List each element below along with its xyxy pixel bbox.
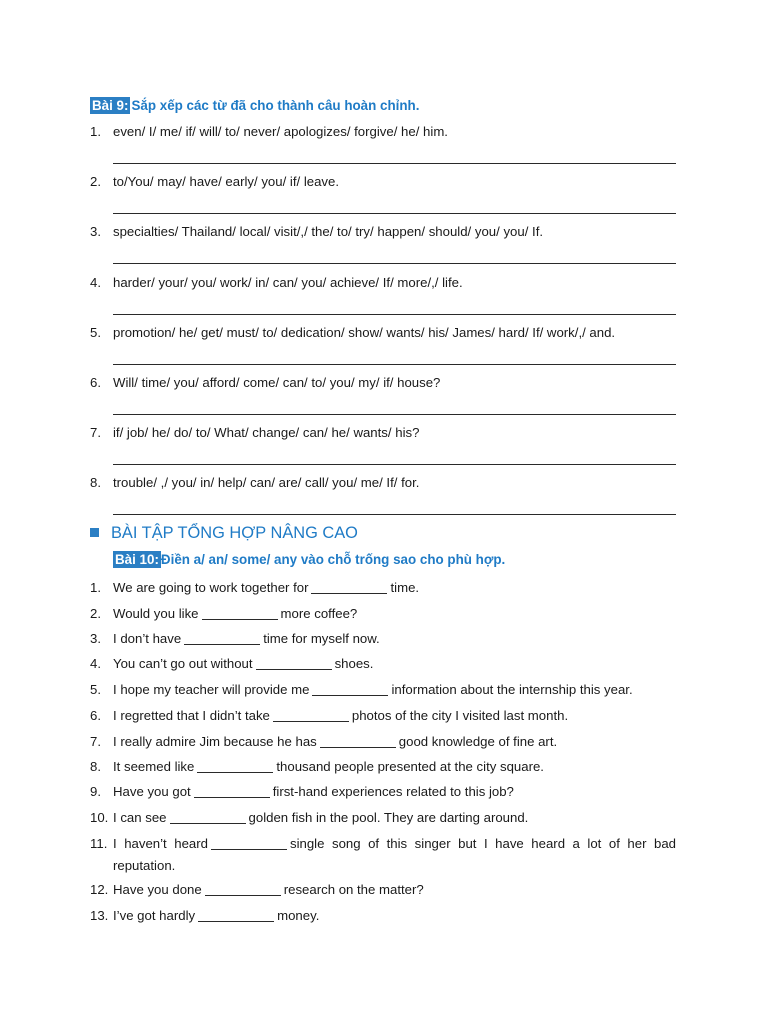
exercise-10-item — [90, 905, 680, 927]
item-number: 4. — [90, 274, 101, 290]
exercise-10-title: Điền a/ an/ some/ any vào chỗ trống sao cho phù hợp. — [160, 552, 506, 567]
exercise-9-item — [90, 171, 680, 193]
item-text: harder/ your/ you/ work/ in/ can/ you/ achieve/ If/ more/,/ life. — [113, 274, 463, 290]
answer-line[interactable] — [113, 213, 676, 214]
item-text-after: good knowledge of fine art. — [398, 734, 558, 749]
answer-line[interactable] — [113, 163, 676, 164]
item-text-before: You can’t go out without — [113, 656, 253, 671]
item-text-after: shoes. — [334, 656, 374, 671]
answer-line[interactable] — [113, 364, 676, 365]
exercise-10-item — [90, 833, 676, 877]
section-title — [90, 524, 358, 543]
section-title-text: BÀI TẬP TỔNG HỢP NÂNG CAO — [111, 524, 358, 542]
item-number: 5. — [90, 324, 101, 340]
fill-in-blank[interactable] — [273, 709, 349, 722]
exercise-10-item — [90, 679, 680, 701]
exercise-9-item — [90, 372, 680, 394]
item-text-before: I don’t have — [113, 631, 182, 646]
answer-line[interactable] — [113, 464, 676, 465]
item-text-before: I hope my teacher will provide me — [113, 682, 310, 697]
item-text: even/ I/ me/ if/ will/ to/ never/ apologizes/ forgive/ he/ him. — [113, 124, 448, 139]
item-text: if/ job/ he/ do/ to/ What/ change/ can/ he/ wants/ his? — [113, 425, 420, 441]
item-text-before: Have you done — [113, 882, 202, 897]
exercise-10-item — [90, 731, 680, 753]
item-number: 6. — [90, 708, 101, 723]
item-number: 7. — [90, 734, 101, 749]
square-bullet-icon — [90, 528, 99, 537]
item-text-before: I really admire Jim because he has — [113, 734, 317, 749]
item-number: 2. — [90, 606, 101, 621]
fill-in-blank[interactable] — [194, 785, 270, 798]
exercise-9-item — [90, 472, 680, 494]
item-text-before: I regretted that I didn’t take — [113, 708, 270, 723]
fill-in-blank[interactable] — [320, 735, 396, 748]
item-text-after: golden fish in the pool. They are darting around. — [248, 810, 529, 825]
exercise-10-item — [90, 628, 680, 650]
item-number: 8. — [90, 475, 101, 491]
item-text: Will/ time/ you/ afford/ come/ can/ to/ you/ my/ if/ house? — [113, 375, 441, 390]
exercise-9-title: Sắp xếp các từ đã cho thành câu hoàn chỉnh. — [131, 98, 420, 113]
item-text: trouble/ ,/ you/ in/ help/ can/ are/ call/ you/ me/ If/ for. — [113, 475, 420, 491]
item-number: 3. — [90, 631, 101, 646]
item-text: promotion/ he/ get/ must/ to/ dedication/ show/ wants/ his/ James/ hard/ If/ work/,/ and. — [113, 324, 616, 340]
item-text-after: research on the matter? — [283, 882, 424, 897]
fill-in-blank[interactable] — [311, 581, 387, 594]
exercise-9-item — [90, 121, 680, 143]
item-number: 13. — [90, 908, 109, 923]
fill-in-blank[interactable] — [197, 760, 273, 773]
item-text-before: It seemed like — [113, 759, 195, 774]
item-text-before: We are going to work together for — [113, 580, 309, 595]
item-text-after: single song of this singer but I have heard a lot of her bad reputation. — [113, 836, 676, 873]
exercise-10-item — [90, 603, 680, 625]
item-number: 1. — [90, 580, 101, 595]
fill-in-blank[interactable] — [312, 683, 388, 696]
item-number: 4. — [90, 656, 101, 671]
fill-in-blank[interactable] — [211, 837, 287, 850]
item-text-after: photos of the city I visited last month. — [351, 708, 569, 723]
exercise-10-item — [90, 577, 680, 599]
exercise-10-item — [90, 653, 680, 675]
item-text: to/You/ may/ have/ early/ you/ if/ leave. — [113, 174, 340, 190]
answer-line[interactable] — [113, 263, 676, 264]
exercise-10-heading — [113, 552, 505, 567]
item-text-after: time. — [390, 580, 420, 595]
item-text-after: information about the internship this year. — [391, 682, 633, 697]
exercise-9-item — [90, 272, 680, 294]
item-number: 10. — [90, 810, 109, 825]
exercise-9-tag: Bài 9: — [92, 98, 129, 113]
item-text-after: thousand people presented at the city square. — [276, 759, 544, 774]
fill-in-blank[interactable] — [205, 883, 281, 896]
exercise-9-heading — [90, 98, 419, 113]
answer-line[interactable] — [113, 514, 676, 515]
item-text-after: more coffee? — [280, 606, 358, 621]
exercise-9-item — [90, 422, 680, 444]
fill-in-blank[interactable] — [202, 607, 278, 620]
fill-in-blank[interactable] — [184, 632, 260, 645]
item-number: 6. — [90, 375, 101, 390]
exercise-10-item — [90, 781, 680, 803]
item-text-after: first-hand experiences related to this job? — [272, 784, 514, 799]
exercise-10-item — [90, 705, 680, 727]
fill-in-blank[interactable] — [198, 909, 274, 922]
item-text-after: time for myself now. — [263, 631, 380, 646]
answer-line[interactable] — [113, 414, 676, 415]
fill-in-blank[interactable] — [170, 811, 246, 824]
item-number: 2. — [90, 174, 101, 190]
item-number: 8. — [90, 759, 101, 774]
item-text-before: I haven’t heard — [113, 836, 208, 851]
item-number: 12. — [90, 882, 109, 897]
item-number: 3. — [90, 224, 101, 240]
exercise-10-tag: Bài 10: — [115, 552, 159, 567]
item-number: 7. — [90, 425, 101, 441]
exercise-10-item — [90, 756, 680, 778]
item-text-before: I can see — [113, 810, 167, 825]
exercise-9-item — [90, 221, 680, 243]
fill-in-blank[interactable] — [256, 657, 332, 670]
item-number: 11. — [90, 836, 108, 851]
item-number: 1. — [90, 124, 101, 139]
item-number: 9. — [90, 784, 101, 799]
item-text-before: Would you like — [113, 606, 199, 621]
exercise-9-item — [90, 322, 680, 344]
item-text-before: Have you got — [113, 784, 191, 799]
item-text-before: I’ve got hardly — [113, 908, 196, 923]
item-text: specialties/ Thailand/ local/ visit/,/ the/ to/ try/ happen/ should/ you/ you/ If. — [113, 224, 544, 240]
exercise-10-item — [90, 807, 680, 829]
item-text-after: money. — [277, 908, 320, 923]
exercise-10-item — [90, 879, 680, 901]
answer-line[interactable] — [113, 314, 676, 315]
item-number: 5. — [90, 682, 101, 697]
